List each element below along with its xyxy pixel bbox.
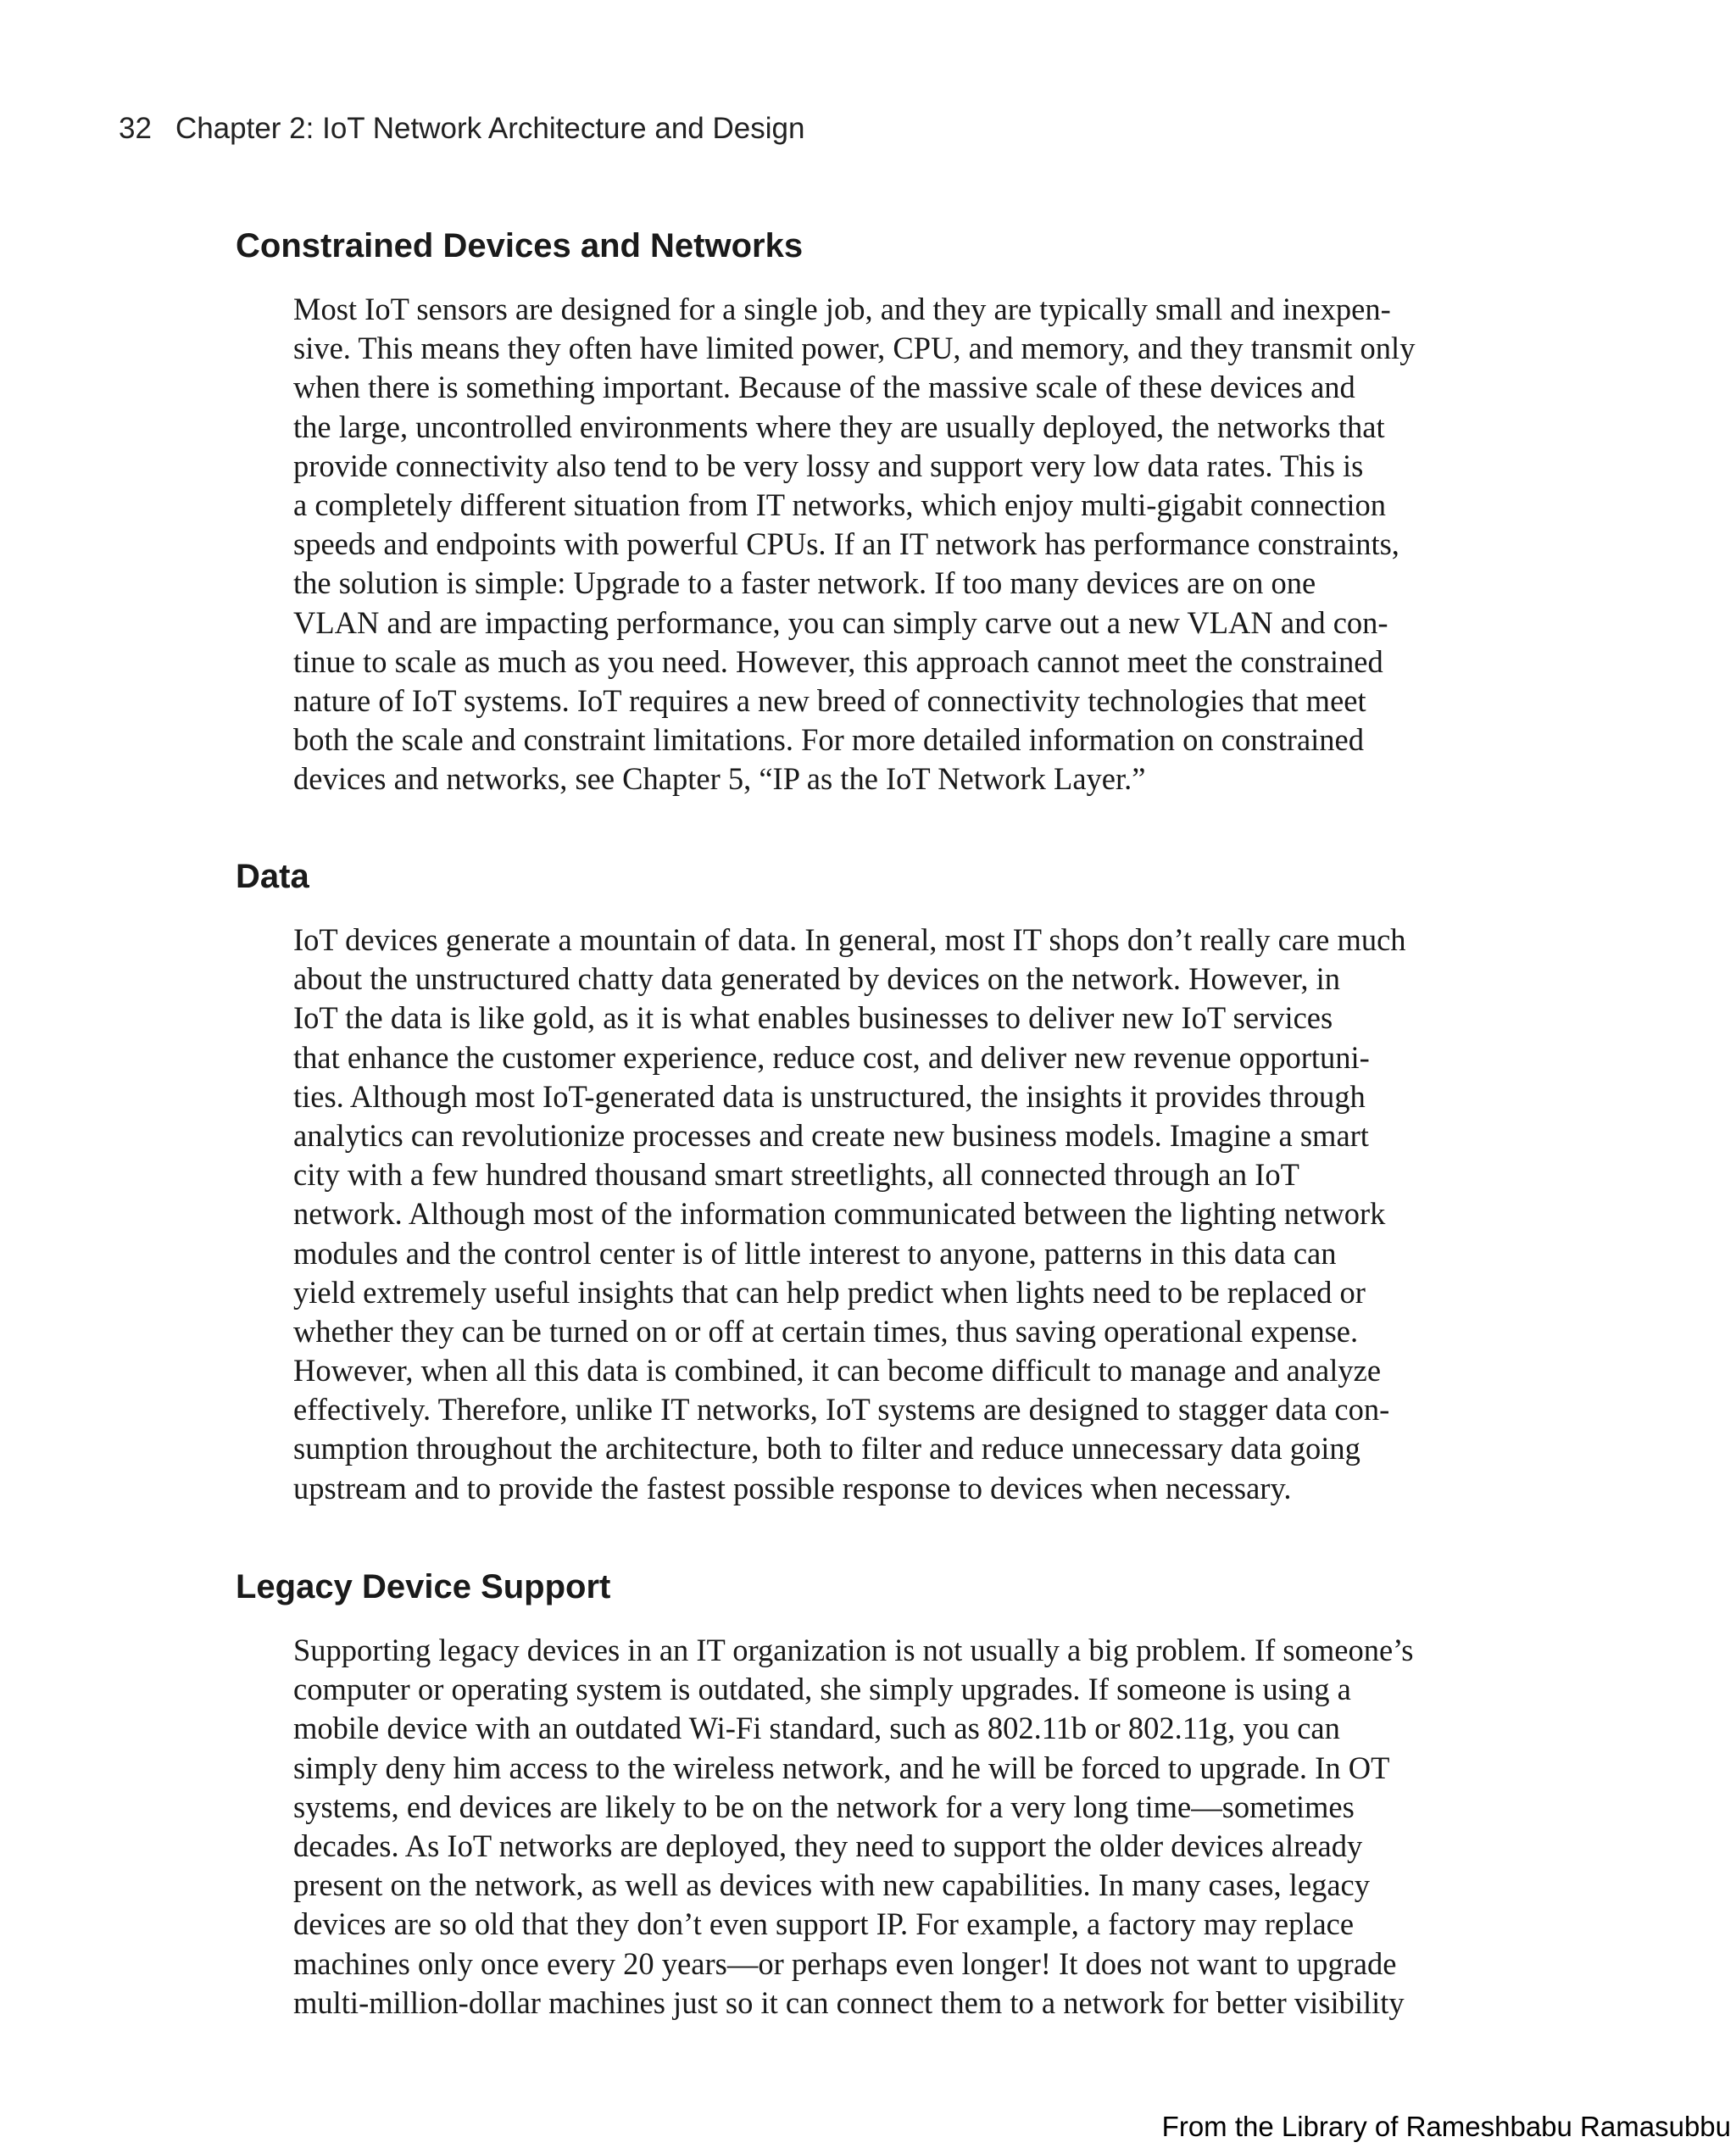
page-number: 32 — [119, 112, 152, 145]
text-line: ties. Although most IoT-generated data is unstructured, the insights it provides through — [293, 1078, 1366, 1114]
text-line: multi-million-dollar machines just so it can connect them to a network for better visibility — [293, 1984, 1405, 2020]
text-line: computer or operating system is outdated, she simply upgrades. If someone is using a — [293, 1672, 1351, 1707]
text-line: about the unstructured chatty data generated by devices on the network. However, in — [293, 961, 1341, 997]
text-line: that enhance the customer experience, reduce cost, and deliver new revenue opportuni- — [293, 1039, 1370, 1075]
text-line: sive. This means they often have limited power, CPU, and memory, and they transmit only — [293, 331, 1416, 366]
text-line: network. Although most of the information communicated between the lighting network — [293, 1196, 1386, 1232]
text-line: when there is something important. Because of the massive scale of these devices and — [293, 370, 1355, 405]
section-heading: Constrained Devices and Networks — [236, 227, 804, 264]
text-line: city with a few hundred thousand smart streetlights, all connected through an IoT — [293, 1157, 1299, 1193]
text-line: the solution is simple: Upgrade to a faster network. If too many devices are on one — [293, 565, 1316, 601]
text-line: nature of IoT systems. IoT requires a new breed of connectivity technologies that meet — [293, 682, 1366, 718]
text-line: systems, end devices are likely to be on the network for a very long time—sometimes — [293, 1789, 1355, 1824]
chapter-title: Chapter 2: IoT Network Architecture and Design — [175, 112, 805, 145]
text-line: modules and the control center is of little interest to anyone, patterns in this data can — [293, 1235, 1337, 1271]
text-line: machines only once every 20 years—or perhaps even longer! It does not want to upgrade — [293, 1945, 1397, 1981]
text-line: upstream and to provide the fastest possible response to devices when necessary. — [293, 1470, 1292, 1505]
text-line: IoT devices generate a mountain of data. In general, most IT shops don’t really care much — [293, 922, 1406, 957]
text-line: However, when all this data is combined, it can become difficult to manage and analyze — [293, 1353, 1382, 1388]
text-line: a completely different situation from IT networks, which enjoy multi-gigabit connection — [293, 487, 1387, 522]
text-line: the large, uncontrolled environments where they are usually deployed, the networks that — [293, 409, 1385, 444]
text-line: whether they can be turned on or off at certain times, thus saving operational expense. — [293, 1313, 1359, 1349]
section-paragraph — [293, 290, 1480, 799]
text-line: yield extremely useful insights that can help predict when lights need to be replaced or — [293, 1274, 1366, 1310]
text-line: Supporting legacy devices in an IT organization is not usually a big problem. If someone’s — [293, 1633, 1414, 1667]
text-line: tinue to scale as much as you need. However, this approach cannot meet the constrained — [293, 643, 1383, 679]
section-heading: Legacy Device Support — [236, 1568, 611, 1605]
section-heading: Data — [236, 858, 309, 895]
text-line: provide connectivity also tend to be very lossy and support very low data rates. This is — [293, 448, 1364, 483]
text-line: devices are so old that they don’t even support IP. For example, a factory may replace — [293, 1906, 1355, 1942]
section-paragraph — [293, 921, 1480, 1508]
text-line: sumption throughout the architecture, both to filter and reduce unnecessary data going — [293, 1431, 1360, 1466]
text-line: decades. As IoT networks are deployed, they need to support the older devices already — [293, 1828, 1363, 1863]
text-line: speeds and endpoints with powerful CPUs. If an IT network has performance constraints, — [293, 526, 1399, 562]
text-line: effectively. Therefore, unlike IT networks, IoT systems are designed to stagger data con- — [293, 1392, 1390, 1427]
text-line: devices and networks, see Chapter 5, “IP as the IoT Network Layer.” — [293, 761, 1146, 797]
text-line: analytics can revolutionize processes and create new business models. Imagine a smart — [293, 1117, 1369, 1153]
library-credit: From the Library of Rameshbabu Ramasubbu — [1161, 2111, 1731, 2142]
text-line: VLAN and are impacting performance, you can simply carve out a new VLAN and con- — [293, 604, 1388, 640]
text-line: mobile device with an outdated Wi-Fi standard, such as 802.11b or 802.11g, you can — [293, 1711, 1340, 1746]
text-line: both the scale and constraint limitations. For more detailed information on constrained — [293, 722, 1364, 758]
running-head — [119, 112, 804, 146]
text-line: Most IoT sensors are designed for a single job, and they are typically small and inexpen- — [293, 292, 1391, 326]
text-line: present on the network, as well as devices with new capabilities. In many cases, legacy — [293, 1867, 1370, 1903]
section-paragraph — [293, 1631, 1480, 2023]
text-line: simply deny him access to the wireless network, and he will be forced to upgrade. In OT — [293, 1750, 1390, 1785]
text-line: IoT the data is like gold, as it is what enables businesses to deliver new IoT services — [293, 1000, 1333, 1036]
